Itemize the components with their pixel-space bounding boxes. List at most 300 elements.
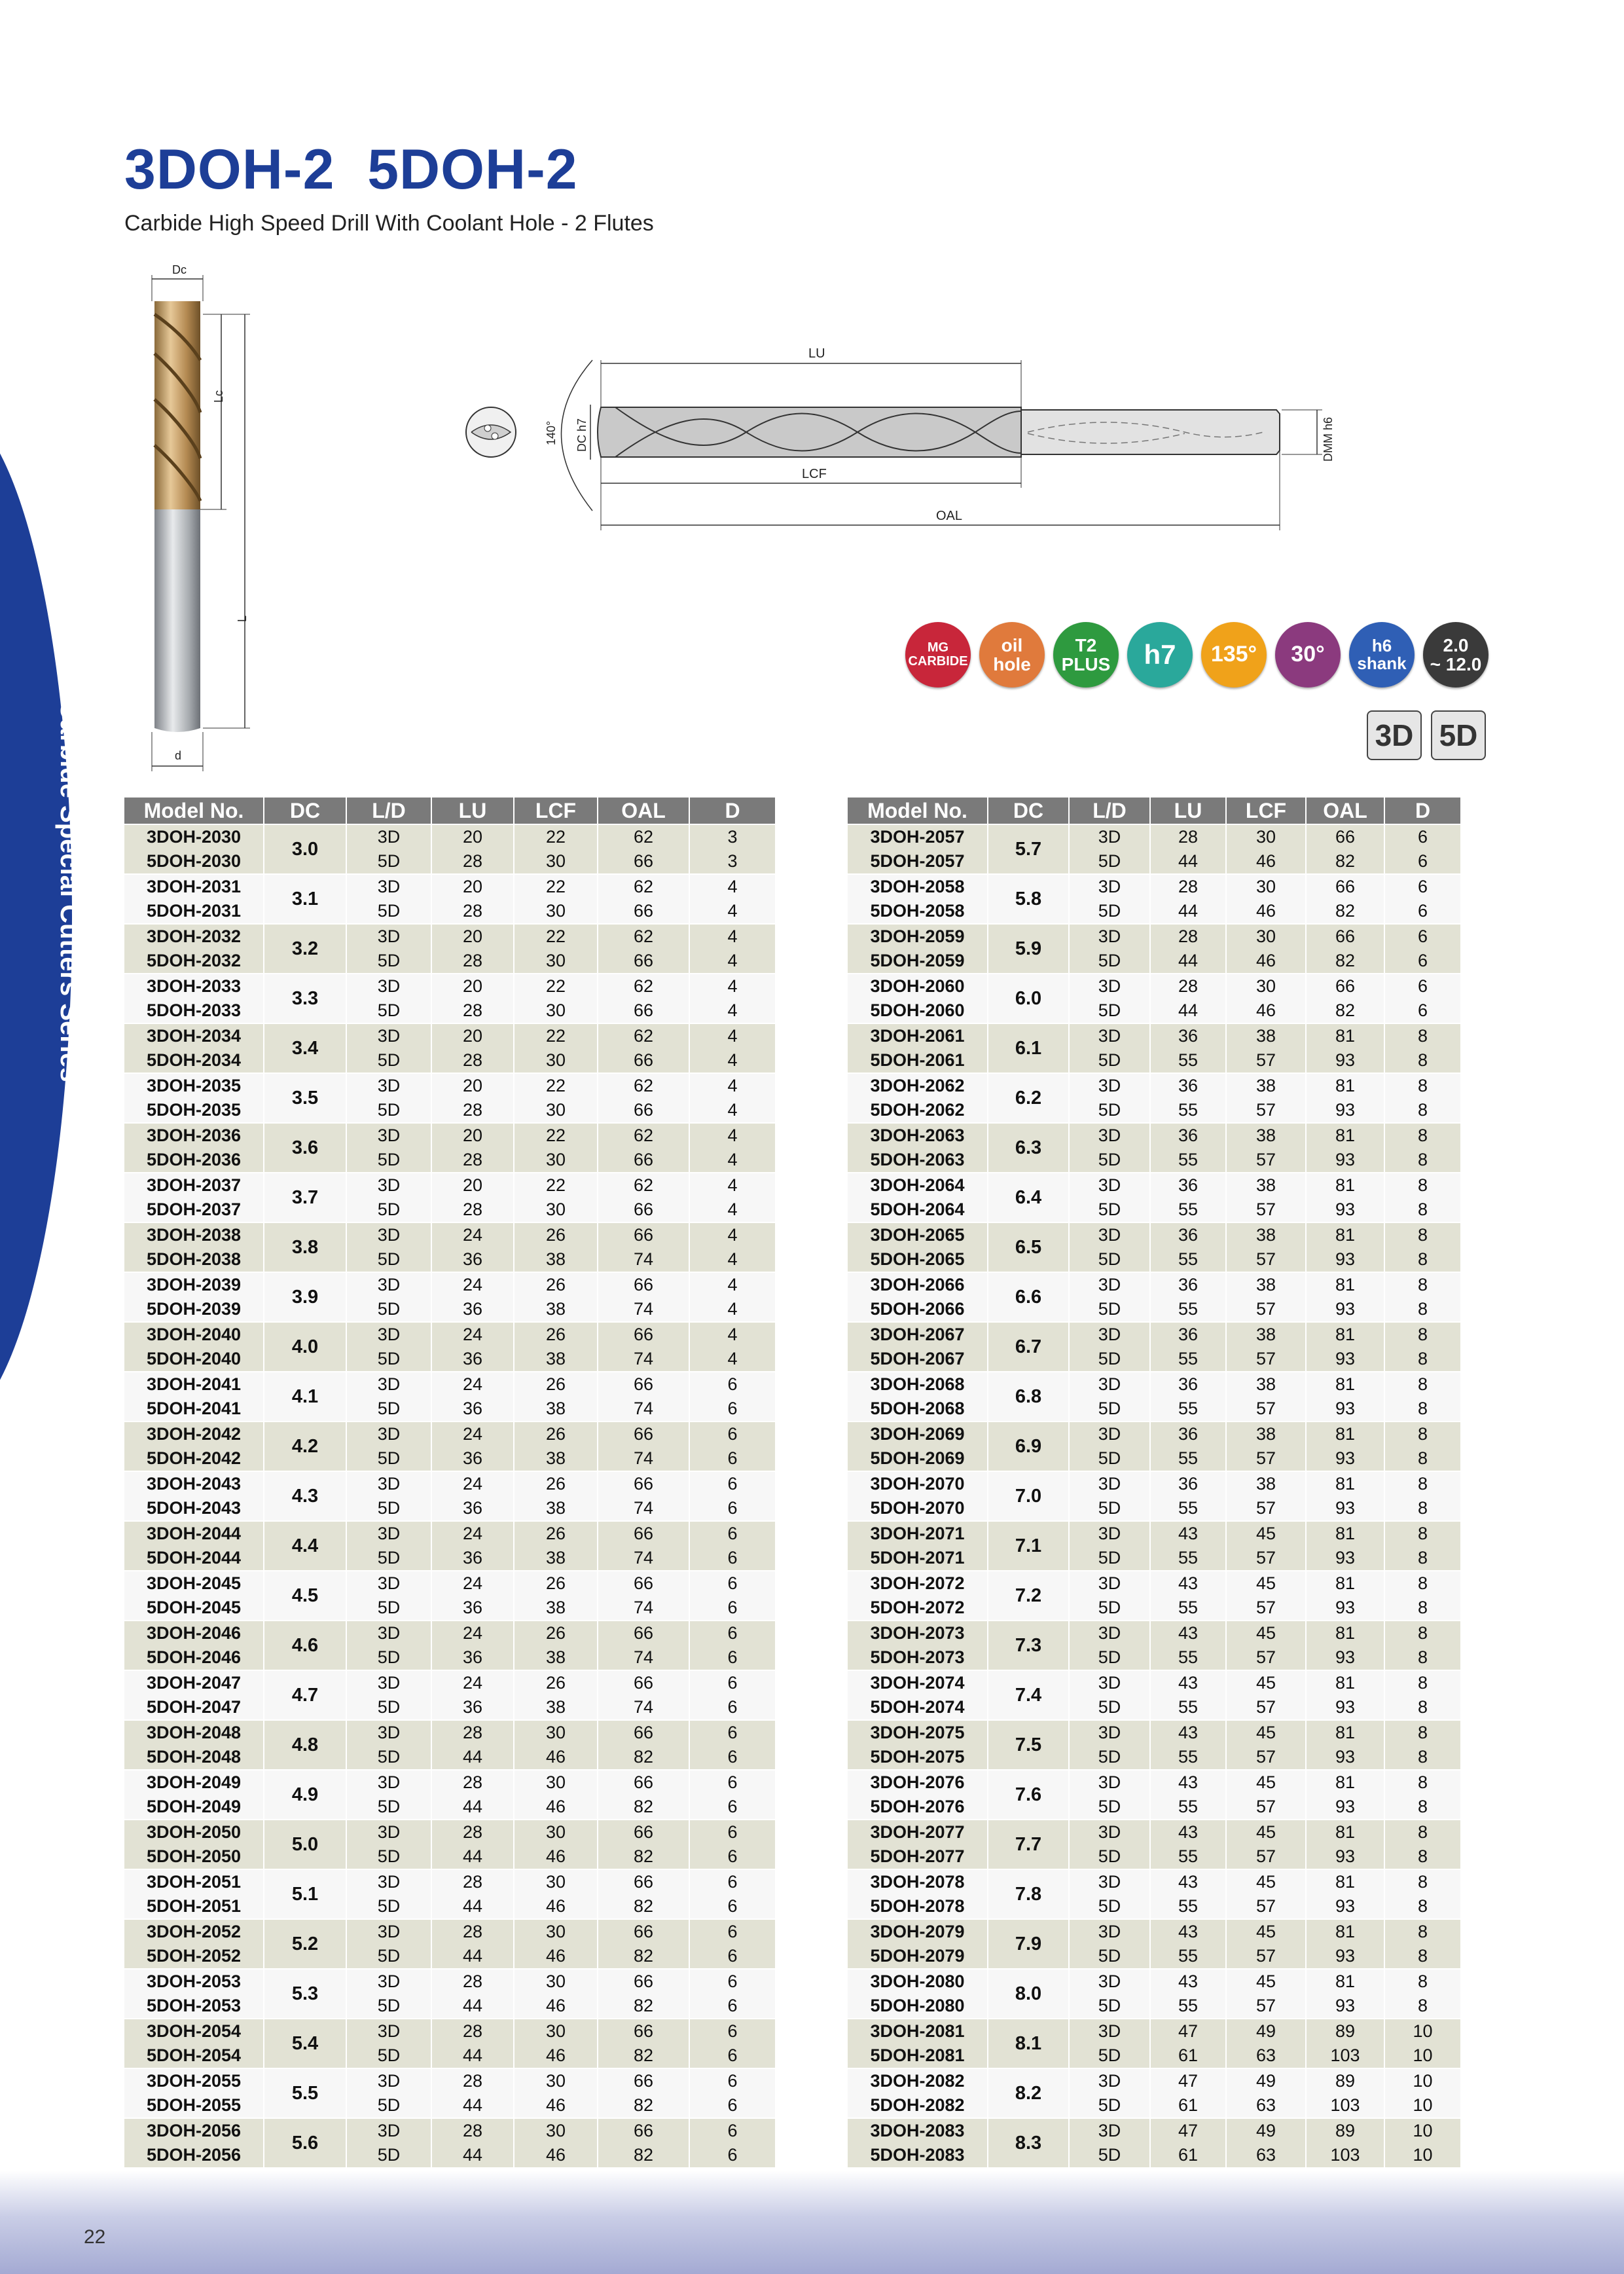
model-no-cell: 3DOH-2041 [124, 1372, 264, 1397]
lcf-cell: 57 [1226, 1347, 1306, 1372]
lcf-cell: 30 [1226, 924, 1306, 949]
lu-cell: 61 [1150, 2044, 1226, 2068]
oal-cell: 93 [1306, 1098, 1384, 1123]
model-no-cell: 3DOH-2038 [124, 1222, 264, 1247]
lu-cell: 36 [1150, 1073, 1226, 1098]
model-no-cell: 5DOH-2038 [124, 1247, 264, 1272]
col-d: D [1384, 798, 1461, 824]
ld-cell: 5D [1069, 1645, 1150, 1670]
oal-cell: 82 [598, 1844, 689, 1869]
ld-cell: 3D [346, 1222, 431, 1247]
model-no-cell: 5DOH-2053 [124, 1994, 264, 2019]
lcf-cell: 26 [514, 1621, 598, 1645]
lu-cell: 47 [1150, 2019, 1226, 2044]
table-row [848, 1222, 1461, 1247]
lu-cell: 24 [431, 1471, 514, 1496]
lu-cell: 44 [431, 1844, 514, 1869]
model-no-cell: 3DOH-2076 [848, 1770, 988, 1795]
ld-cell: 3D [1069, 1272, 1150, 1297]
table-row [124, 1994, 776, 2019]
d-cell: 6 [689, 1446, 776, 1471]
lu-cell: 28 [431, 1148, 514, 1173]
table-row [124, 1322, 776, 1347]
feature-badges [905, 622, 1494, 694]
d-cell: 6 [1384, 874, 1461, 899]
d-cell: 8 [1384, 1621, 1461, 1645]
ld-cell: 5D [346, 1745, 431, 1770]
model-no-cell: 3DOH-2031 [124, 874, 264, 899]
lcf-cell: 46 [514, 2044, 598, 2068]
d-cell: 6 [689, 1695, 776, 1720]
lu-cell: 43 [1150, 1621, 1226, 1645]
ld-cell: 3D [1069, 1222, 1150, 1247]
lu-cell: 43 [1150, 1571, 1226, 1596]
d-cell: 6 [689, 1521, 776, 1546]
oal-cell: 74 [598, 1397, 689, 1421]
ld-cell: 5D [346, 1596, 431, 1621]
table-body-right [848, 824, 1461, 2167]
lcf-cell: 22 [514, 874, 598, 899]
oal-cell: 66 [598, 999, 689, 1023]
model-no-cell: 3DOH-2072 [848, 1571, 988, 1596]
model-no-cell: 3DOH-2030 [124, 824, 264, 849]
lu-cell: 36 [1150, 1272, 1226, 1297]
oal-cell: 66 [598, 1969, 689, 1994]
lcf-cell: 46 [514, 1944, 598, 1969]
dc-cell: 6.9 [988, 1421, 1069, 1471]
ld-cell: 3D [346, 2019, 431, 2044]
lcf-cell: 26 [514, 1372, 598, 1397]
lcf-cell: 38 [514, 1347, 598, 1372]
d-cell: 6 [689, 1571, 776, 1596]
d-cell: 8 [1384, 1123, 1461, 1148]
lu-cell: 43 [1150, 1720, 1226, 1745]
lu-cell: 36 [1150, 1123, 1226, 1148]
ld-cell: 5D [346, 1297, 431, 1322]
ld-cell: 3D [1069, 2118, 1150, 2143]
oal-cell: 82 [598, 2143, 689, 2167]
ld-cell: 3D [1069, 1621, 1150, 1645]
lcf-cell: 26 [514, 1670, 598, 1695]
table-row [848, 1969, 1461, 1994]
lu-cell: 55 [1150, 1695, 1226, 1720]
table-row [124, 949, 776, 974]
lcf-cell: 57 [1226, 1645, 1306, 1670]
lu-cell: 43 [1150, 1969, 1226, 1994]
lu-cell: 20 [431, 824, 514, 849]
d-cell: 8 [1384, 1820, 1461, 1844]
lcf-cell: 57 [1226, 1745, 1306, 1770]
oal-cell: 93 [1306, 1795, 1384, 1820]
col-lu: LU [431, 798, 514, 824]
dc-cell: 4.6 [264, 1621, 346, 1670]
lcf-cell: 57 [1226, 1944, 1306, 1969]
oal-cell: 74 [598, 1695, 689, 1720]
d-cell: 8 [1384, 1173, 1461, 1198]
ld-cell: 3D [346, 2068, 431, 2093]
oal-cell: 66 [598, 899, 689, 924]
model-no-cell: 5DOH-2068 [848, 1397, 988, 1421]
model-no-cell: 3DOH-2069 [848, 1421, 988, 1446]
table-row [124, 1496, 776, 1521]
dc-cell: 8.2 [988, 2068, 1069, 2118]
lcf-cell: 22 [514, 924, 598, 949]
model-no-cell: 3DOH-2080 [848, 1969, 988, 1994]
dc-cell: 6.7 [988, 1322, 1069, 1372]
ld-cell: 5D [1069, 2093, 1150, 2118]
lcf-cell: 46 [514, 1745, 598, 1770]
oal-cell: 66 [598, 1272, 689, 1297]
dc-cell: 6.4 [988, 1173, 1069, 1222]
model-no-cell: 5DOH-2043 [124, 1496, 264, 1521]
lu-cell: 44 [1150, 849, 1226, 874]
table-row [848, 1471, 1461, 1496]
d-cell: 8 [1384, 1944, 1461, 1969]
d-cell: 6 [689, 1670, 776, 1695]
lu-cell: 36 [1150, 1222, 1226, 1247]
d-cell: 8 [1384, 1496, 1461, 1521]
lcf-cell: 26 [514, 1571, 598, 1596]
ld-cell: 3D [346, 1670, 431, 1695]
lu-cell: 44 [431, 1994, 514, 2019]
oal-cell: 66 [598, 1098, 689, 1123]
d-label: d [175, 749, 182, 762]
table-row [848, 1173, 1461, 1198]
model-no-cell: 3DOH-2045 [124, 1571, 264, 1596]
ld-cell: 3D [1069, 1720, 1150, 1745]
table-row [848, 1869, 1461, 1894]
lcf-cell: 57 [1226, 1198, 1306, 1222]
lu-cell: 43 [1150, 1770, 1226, 1795]
ld-cell: 5D [1069, 1496, 1150, 1521]
model-no-cell: 5DOH-2069 [848, 1446, 988, 1471]
d-cell: 6 [689, 1795, 776, 1820]
oal-cell: 103 [1306, 2093, 1384, 2118]
d-cell: 6 [689, 1372, 776, 1397]
lu-cell: 55 [1150, 1596, 1226, 1621]
dc-cell: 5.8 [988, 874, 1069, 924]
table-row [124, 1795, 776, 1820]
dc-cell: 7.1 [988, 1521, 1069, 1571]
model-no-cell: 5DOH-2030 [124, 849, 264, 874]
model-no-cell: 3DOH-2037 [124, 1173, 264, 1198]
col-ld: L/D [1069, 798, 1150, 824]
lu-cell: 44 [431, 1894, 514, 1919]
lcf-cell: 30 [514, 849, 598, 874]
table-row [124, 2143, 776, 2167]
model-no-cell: 5DOH-2044 [124, 1546, 264, 1571]
lcf-cell: 45 [1226, 1869, 1306, 1894]
table-row [848, 1073, 1461, 1098]
ld-cell: 5D [346, 2044, 431, 2068]
model-no-cell: 3DOH-2055 [124, 2068, 264, 2093]
model-no-cell: 3DOH-2036 [124, 1123, 264, 1148]
oal-cell: 93 [1306, 1446, 1384, 1471]
d-cell: 4 [689, 1173, 776, 1198]
oal-cell: 66 [598, 1372, 689, 1397]
lcf-cell: 22 [514, 1123, 598, 1148]
oal-cell: 62 [598, 1123, 689, 1148]
table-row [848, 1621, 1461, 1645]
table-row [848, 974, 1461, 999]
ld-cell: 5D [1069, 1446, 1150, 1471]
ld-cell: 3D [1069, 1969, 1150, 1994]
lcf-cell: 30 [514, 1098, 598, 1123]
table-row [848, 949, 1461, 974]
dc-cell: 3.3 [264, 974, 346, 1023]
d-cell: 4 [689, 1222, 776, 1247]
model-no-cell: 5DOH-2045 [124, 1596, 264, 1621]
model-no-cell: 5DOH-2059 [848, 949, 988, 974]
lu-cell: 36 [1150, 1173, 1226, 1198]
table-row [848, 874, 1461, 899]
oal-cell: 66 [598, 849, 689, 874]
lu-cell: 55 [1150, 1347, 1226, 1372]
model-no-cell: 5DOH-2046 [124, 1645, 264, 1670]
d-cell: 4 [689, 974, 776, 999]
ld-cell: 3D [346, 2118, 431, 2143]
dc-cell: 3.7 [264, 1173, 346, 1222]
oal-cell: 81 [1306, 1919, 1384, 1944]
ld-cell: 5D [346, 1148, 431, 1173]
table-row [848, 1421, 1461, 1446]
table-row [124, 1471, 776, 1496]
lcf-cell: 30 [514, 1820, 598, 1844]
oal-cell: 66 [598, 1820, 689, 1844]
lu-cell: 20 [431, 1123, 514, 1148]
lu-cell: 36 [431, 1596, 514, 1621]
model-no-cell: 5DOH-2052 [124, 1944, 264, 1969]
dc-cell: 3.2 [264, 924, 346, 974]
page-title: 3DOH-2 5DOH-2 [124, 138, 578, 201]
table-row [848, 1148, 1461, 1173]
dc-cell: 7.3 [988, 1621, 1069, 1670]
table-row [848, 1844, 1461, 1869]
lcf-cell: 57 [1226, 1297, 1306, 1322]
lu-cell: 43 [1150, 1919, 1226, 1944]
lu-cell: 28 [431, 1820, 514, 1844]
oal-cell: 82 [1306, 949, 1384, 974]
d-cell: 6 [689, 1969, 776, 1994]
table-row [124, 1745, 776, 1770]
table-row [124, 1023, 776, 1048]
d-cell: 4 [689, 1297, 776, 1322]
header-row [124, 798, 776, 824]
t2-plus-badge: T2 PLUS [1053, 622, 1119, 688]
table-row [848, 1795, 1461, 1820]
d-cell: 8 [1384, 1894, 1461, 1919]
table-row [124, 1894, 776, 1919]
oal-cell: 74 [598, 1247, 689, 1272]
lcf-cell: 38 [1226, 1123, 1306, 1148]
model-no-cell: 3DOH-2058 [848, 874, 988, 899]
lcf-cell: 30 [514, 2019, 598, 2044]
ld-cell: 5D [1069, 1994, 1150, 2019]
model-no-cell: 5DOH-2083 [848, 2143, 988, 2167]
table-row [848, 899, 1461, 924]
table-row [124, 1546, 776, 1571]
oal-cell: 74 [598, 1496, 689, 1521]
lcf-cell: 22 [514, 1073, 598, 1098]
table-row [848, 1023, 1461, 1048]
lcf-cell: 38 [1226, 1222, 1306, 1247]
ld-cell: 5D [346, 1496, 431, 1521]
d-cell: 6 [689, 2118, 776, 2143]
lu-cell: 24 [431, 1372, 514, 1397]
d-cell: 6 [689, 1844, 776, 1869]
ld-cell: 3D [346, 1621, 431, 1645]
dc-cell: 3.0 [264, 824, 346, 874]
table-row [124, 1421, 776, 1446]
oal-cell: 82 [598, 1795, 689, 1820]
lu-cell: 36 [431, 1645, 514, 1670]
ld-cell: 5D [1069, 1596, 1150, 1621]
lu-cell: 28 [431, 1098, 514, 1123]
dc-cell: 7.5 [988, 1720, 1069, 1770]
ld-cell: 3D [346, 1123, 431, 1148]
table-row [848, 1446, 1461, 1471]
lcf-cell: 26 [514, 1322, 598, 1347]
d-cell: 4 [689, 1048, 776, 1073]
oal-cell: 66 [598, 1148, 689, 1173]
oal-cell: 82 [598, 1894, 689, 1919]
ld-cell: 5D [1069, 1944, 1150, 1969]
d-cell: 8 [1384, 1297, 1461, 1322]
d-cell: 6 [689, 1919, 776, 1944]
lcf-cell: 57 [1226, 1397, 1306, 1421]
d-cell: 4 [689, 1198, 776, 1222]
ld-cell: 5D [1069, 2143, 1150, 2167]
oal-cell: 81 [1306, 1471, 1384, 1496]
model-no-cell: 5DOH-2074 [848, 1695, 988, 1720]
dc-cell: 3.4 [264, 1023, 346, 1073]
lu-cell: 36 [1150, 1372, 1226, 1397]
lu-cell: 36 [431, 1247, 514, 1272]
oal-cell: 66 [598, 1421, 689, 1446]
table-row [848, 1670, 1461, 1695]
table-row [848, 1645, 1461, 1670]
d-cell: 8 [1384, 1969, 1461, 1994]
model-no-cell: 5DOH-2067 [848, 1347, 988, 1372]
dc-cell: 4.9 [264, 1770, 346, 1820]
lcf-cell: 30 [514, 1869, 598, 1894]
oal-cell: 66 [598, 2019, 689, 2044]
table-row [848, 1247, 1461, 1272]
model-no-cell: 3DOH-2050 [124, 1820, 264, 1844]
d-cell: 6 [689, 1621, 776, 1645]
spec-table-left [124, 798, 776, 2167]
table-row [124, 1720, 776, 1745]
ld-cell: 5D [346, 1048, 431, 1073]
ld-cell: 5D [346, 1098, 431, 1123]
dc-cell: 5.6 [264, 2118, 346, 2167]
drill-technical-drawing [452, 334, 1362, 543]
table-row [124, 1571, 776, 1596]
lu-cell: 20 [431, 1173, 514, 1198]
ld-cell: 5D [346, 1944, 431, 1969]
lcf-cell: 57 [1226, 1994, 1306, 2019]
dc-cell: 4.2 [264, 1421, 346, 1471]
d-cell: 4 [689, 1148, 776, 1173]
model-no-cell: 3DOH-2066 [848, 1272, 988, 1297]
ld-cell: 3D [1069, 974, 1150, 999]
lu-cell: 55 [1150, 1645, 1226, 1670]
lu-cell: 28 [431, 2118, 514, 2143]
lcf-cell: 38 [514, 1496, 598, 1521]
d-cell: 10 [1384, 2019, 1461, 2044]
ld-cell: 3D [346, 824, 431, 849]
model-no-cell: 5DOH-2041 [124, 1397, 264, 1421]
model-no-cell: 3DOH-2083 [848, 2118, 988, 2143]
table-row [848, 1048, 1461, 1073]
ld-cell: 5D [1069, 1297, 1150, 1322]
dc-cell: 5.4 [264, 2019, 346, 2068]
lcf-cell: 26 [514, 1521, 598, 1546]
model-no-cell: 5DOH-2054 [124, 2044, 264, 2068]
oal-cell: 81 [1306, 1869, 1384, 1894]
table-row [124, 924, 776, 949]
d-cell: 8 [1384, 1695, 1461, 1720]
oal-cell: 82 [1306, 899, 1384, 924]
ld-cell: 3D [346, 1521, 431, 1546]
d-cell: 8 [1384, 1023, 1461, 1048]
oal-cell: 74 [598, 1596, 689, 1621]
table-row [848, 1596, 1461, 1621]
oal-cell: 66 [598, 1571, 689, 1596]
table-row [848, 1994, 1461, 2019]
table-row [848, 1297, 1461, 1322]
lcf-cell: 38 [514, 1446, 598, 1471]
d-cell: 4 [689, 899, 776, 924]
ld-cell: 5D [1069, 1546, 1150, 1571]
model-no-cell: 3DOH-2065 [848, 1222, 988, 1247]
model-no-cell: 5DOH-2049 [124, 1795, 264, 1820]
dc-cell: 3.9 [264, 1272, 346, 1322]
dc-label: Dc [172, 263, 187, 276]
d-cell: 6 [1384, 824, 1461, 849]
ld-cell: 3D [346, 924, 431, 949]
ld-cell: 5D [346, 1844, 431, 1869]
model-no-cell: 3DOH-2052 [124, 1919, 264, 1944]
ld-cell: 5D [346, 999, 431, 1023]
lu-cell: 44 [431, 1745, 514, 1770]
model-no-cell: 5DOH-2060 [848, 999, 988, 1023]
d-cell: 6 [689, 2044, 776, 2068]
d-cell: 6 [689, 1894, 776, 1919]
model-no-cell: 5DOH-2070 [848, 1496, 988, 1521]
ld-cell: 5D [346, 1695, 431, 1720]
table-row [848, 849, 1461, 874]
table-row [124, 1173, 776, 1198]
d-cell: 10 [1384, 2068, 1461, 2093]
ld-cell: 5D [346, 849, 431, 874]
model-no-cell: 3DOH-2073 [848, 1621, 988, 1645]
col-oal: OAL [1306, 798, 1384, 824]
dc-cell: 8.1 [988, 2019, 1069, 2068]
dc-cell: 3.1 [264, 874, 346, 924]
lcf-cell: 45 [1226, 1621, 1306, 1645]
lu-cell: 28 [431, 999, 514, 1023]
d-cell: 8 [1384, 1148, 1461, 1173]
d-cell: 4 [689, 1073, 776, 1098]
oal-cell: 89 [1306, 2068, 1384, 2093]
oal-cell: 81 [1306, 1073, 1384, 1098]
lu-cell: 55 [1150, 1446, 1226, 1471]
lu-cell: 24 [431, 1222, 514, 1247]
oal-cell: 74 [598, 1446, 689, 1471]
dc-cell: 8.0 [988, 1969, 1069, 2019]
lu-cell: 47 [1150, 2068, 1226, 2093]
